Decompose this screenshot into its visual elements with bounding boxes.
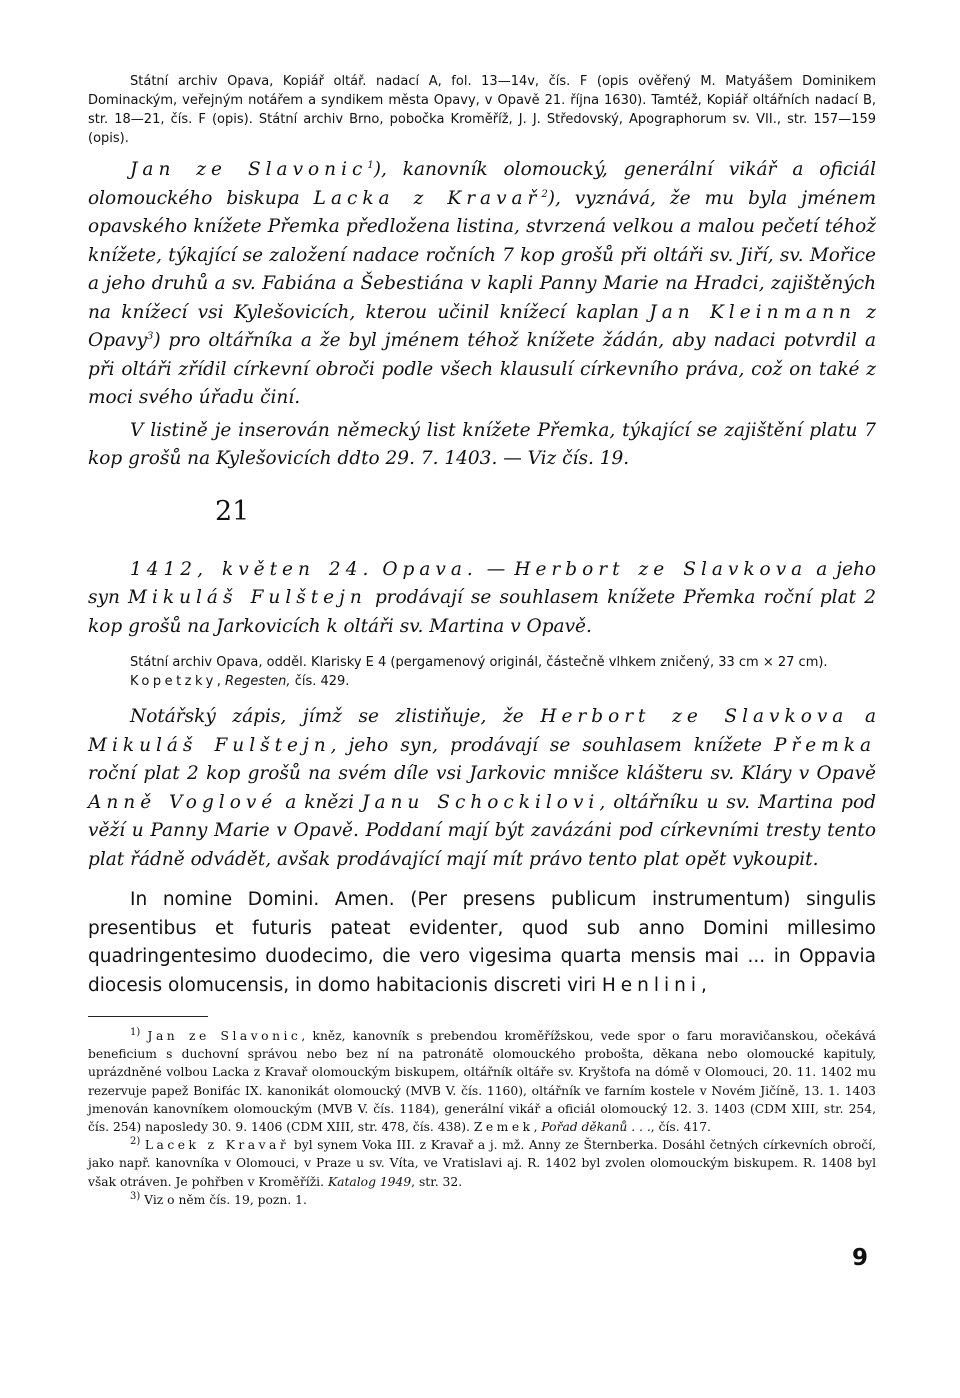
person-name: Herbort ze Slavkova [540, 706, 849, 727]
footnote-ref[interactable]: 2 [541, 188, 548, 200]
work-title: Katalog 1949 [327, 1174, 412, 1189]
person-name: Mikuláš Fulštejn [128, 587, 367, 608]
person-name: Lacka z Kravař [313, 187, 542, 209]
regest-text: a jeho syn [88, 558, 877, 608]
author: Zemek [473, 1120, 534, 1135]
person-name: Anně Voglové [88, 791, 278, 813]
footnote-ref[interactable]: 3 [146, 330, 154, 342]
latin-text [88, 886, 876, 1000]
footnote-1 [88, 1027, 876, 1136]
date: 1412, květen 24. [130, 558, 374, 580]
regest-text: prodávají se souhlasem knížete Přemka roční plat 2 kop grošů na Jarkovicích k oltáři sv. Martina v Opavě. [88, 587, 876, 637]
regest-text: ), vyznává, že mu byla jménem opavského knížete Přemka předložena listina, stvrzená velkou a malou pečetí téhož knížete, týkající se založení nadace ročních 7 kop grošů při oltáři sv. Jiří, sv. Mořice a jeho druhů a sv. Fabiána a Šebestiána v kapli Panny Marie na Hradci, zajištěných na knížecí vsi Kylešovicích, kterou učinil knížecí kaplan [88, 187, 876, 323]
person-name: Henlini [601, 974, 702, 996]
regest-text: z Opavy [88, 301, 876, 351]
regest-text: ) pro oltářníka a že byl jménem téhož knížete žádán, aby nadaci potvrdil a při oltáři zřídil církevní obroči podle všech klausulí církevního práva, což on také z moci svého úřadu činí. [88, 330, 876, 408]
person-name: Lacek z Kravař [144, 1138, 290, 1153]
footnote-divider [88, 1016, 208, 1017]
footnote-text: , čís. 417. [650, 1120, 711, 1135]
person-name: Jan ze Slavonic [147, 1029, 302, 1043]
regest-21 [88, 556, 876, 642]
summary-text: roční plat 2 kop grošů na svém díle vsi Jarkovic mnišce klášteru sv. Kláry v Opavě [88, 763, 876, 784]
lit-title: Regesten, [225, 674, 291, 689]
footnote-2 [88, 1136, 876, 1191]
footnote-text: , kněz, kanovník s prebendou kroměřížskou, vede spor o faru moravičanskou, očekává beneficium s duchovní správou nebo bez ní na patronátě olomouckého probošta, děkana nebo olomoucké kapituly, uprázdněné volbou Lacka z Kravař olomouckým biskupem, oltářník oltáře sv. Kryštofa na dómě v Olomouci, 20. 11. 1402 mu rezervuje papež Bonifác IX. kanonikát olomoucký (MVB V. čís. 1160), oltářník ve farním kostele v Novém Jičíně, 13. 1. 1403 jmenován kanovníkem olomouckým (MVB V. čís. 1184), generální vikář a oficiál olomoucký 12. 3. 1403 (CDM XIII, str. 254, čís. 254) naposledy 30. 9. 1406 (CDM XIII, str. 478, čís. 438). [88, 1029, 876, 1135]
summary-text: a [848, 706, 876, 727]
footnote-mark: 3) [130, 1190, 141, 1202]
regest-20 [88, 156, 876, 413]
lit-rest: čís. 429. [290, 674, 350, 689]
page-number: 9 [851, 1245, 868, 1271]
sep: , [533, 1120, 542, 1135]
work-title: Pořad děkanů . . . [541, 1120, 651, 1135]
footnote-ref[interactable]: 1 [367, 159, 374, 171]
person-name: Jan Kleinmann [649, 301, 856, 323]
person-name: Mikuláš Fulštejn [88, 734, 331, 756]
summary-text: Notářský zápis, jímž se zlistiňuje, že [130, 706, 541, 727]
insert-note: V listině je inserován německý list knížete Přemka, týkající se zajištění platu 7 kop grošů na Kylešovicích ddto 29. 7. 1403. — Viz čís. 19. [88, 419, 876, 469]
literature-note: Kopetzky, Regesten, čís. 429. [130, 674, 350, 689]
author: Kopetzky [130, 674, 217, 689]
notary-summary [88, 703, 876, 874]
summary-text: , oltářníku u sv. Martina pod věží u Panny Marie v Opavě. Poddaní mají být zavázáni pod církevními tresty tento plat řádně odvádět, avšak prodávající mají mít právo tento plat opět vykoupit. [88, 791, 876, 870]
document-number: 21 [215, 495, 250, 527]
place: Opava. [382, 558, 478, 580]
footnote-text: byl synem Voka III. z Kravař a j. mž. Anny ze Šternberka. Dosáhl četných církevních obročí, jako např. kanovníka v Olomouci, v Praze u sv. Víta, ve Vratislavi aj. R. 1402 byl zvolen olomouckým biskupem. R. 1408 byl však otráven. Je pohřben v Kroměříži. [88, 1138, 876, 1189]
latin-end: , [701, 974, 707, 996]
footnote-3 [88, 1191, 876, 1209]
footnote-mark: 2) [130, 1136, 141, 1148]
footnote-mark: 1) [130, 1026, 141, 1038]
person-name: Janu Schockilovi [362, 791, 600, 813]
footnote-text: , str. 32. [411, 1174, 463, 1189]
person-name: Přemka [773, 734, 876, 756]
person-name: Herbort ze Slavkova [514, 558, 808, 580]
regest-text: ), kanovník olomoucký, generální vikář a oficiál olomouckého biskupa [88, 159, 877, 209]
archive-note: Státní archiv Opava, odděl. Klarisky E 4 (pergamenový originál, částečně vlhkem zničený, 33 cm × 27 cm). [130, 655, 828, 670]
source-note: Státní archiv Opava, Kopiář oltář. nadací A, fol. 13—14v, čís. F (opis ověřený M. Matyášem Dominikem Dominackým, veřejným notářem a syndikem města Opavy, v Opavě 21. října 1630). Tamtéž, Kopiář oltářních nadací B, str. 18—21, čís. F (opis). Státní archiv Brno, pobočka Kroměříž, J. J. Středovský, Apographorum sv. VII., str. 157—159 (opis). [88, 74, 876, 146]
footnote-text: Viz o něm čís. 19, pozn. 1. [140, 1192, 307, 1207]
latin-body: In nomine Domini. Amen. (Per presens publicum instrumentum) singulis presentibus et futuris pateat evidenter, quod sub anno Domini millesimo quadringentesimo duodecimo, die vero vigesima quarta mensis mai ... in Oppavia diocesis olomucensis, in domo habitacionis discreti viri [88, 889, 876, 996]
person-name: Jan ze Slavonic [130, 159, 368, 180]
summary-text: a knězi [277, 791, 363, 813]
page-content [88, 72, 876, 1209]
summary-text: , jeho syn, prodávají se souhlasem knížete [330, 734, 774, 756]
dash: — [477, 558, 515, 580]
